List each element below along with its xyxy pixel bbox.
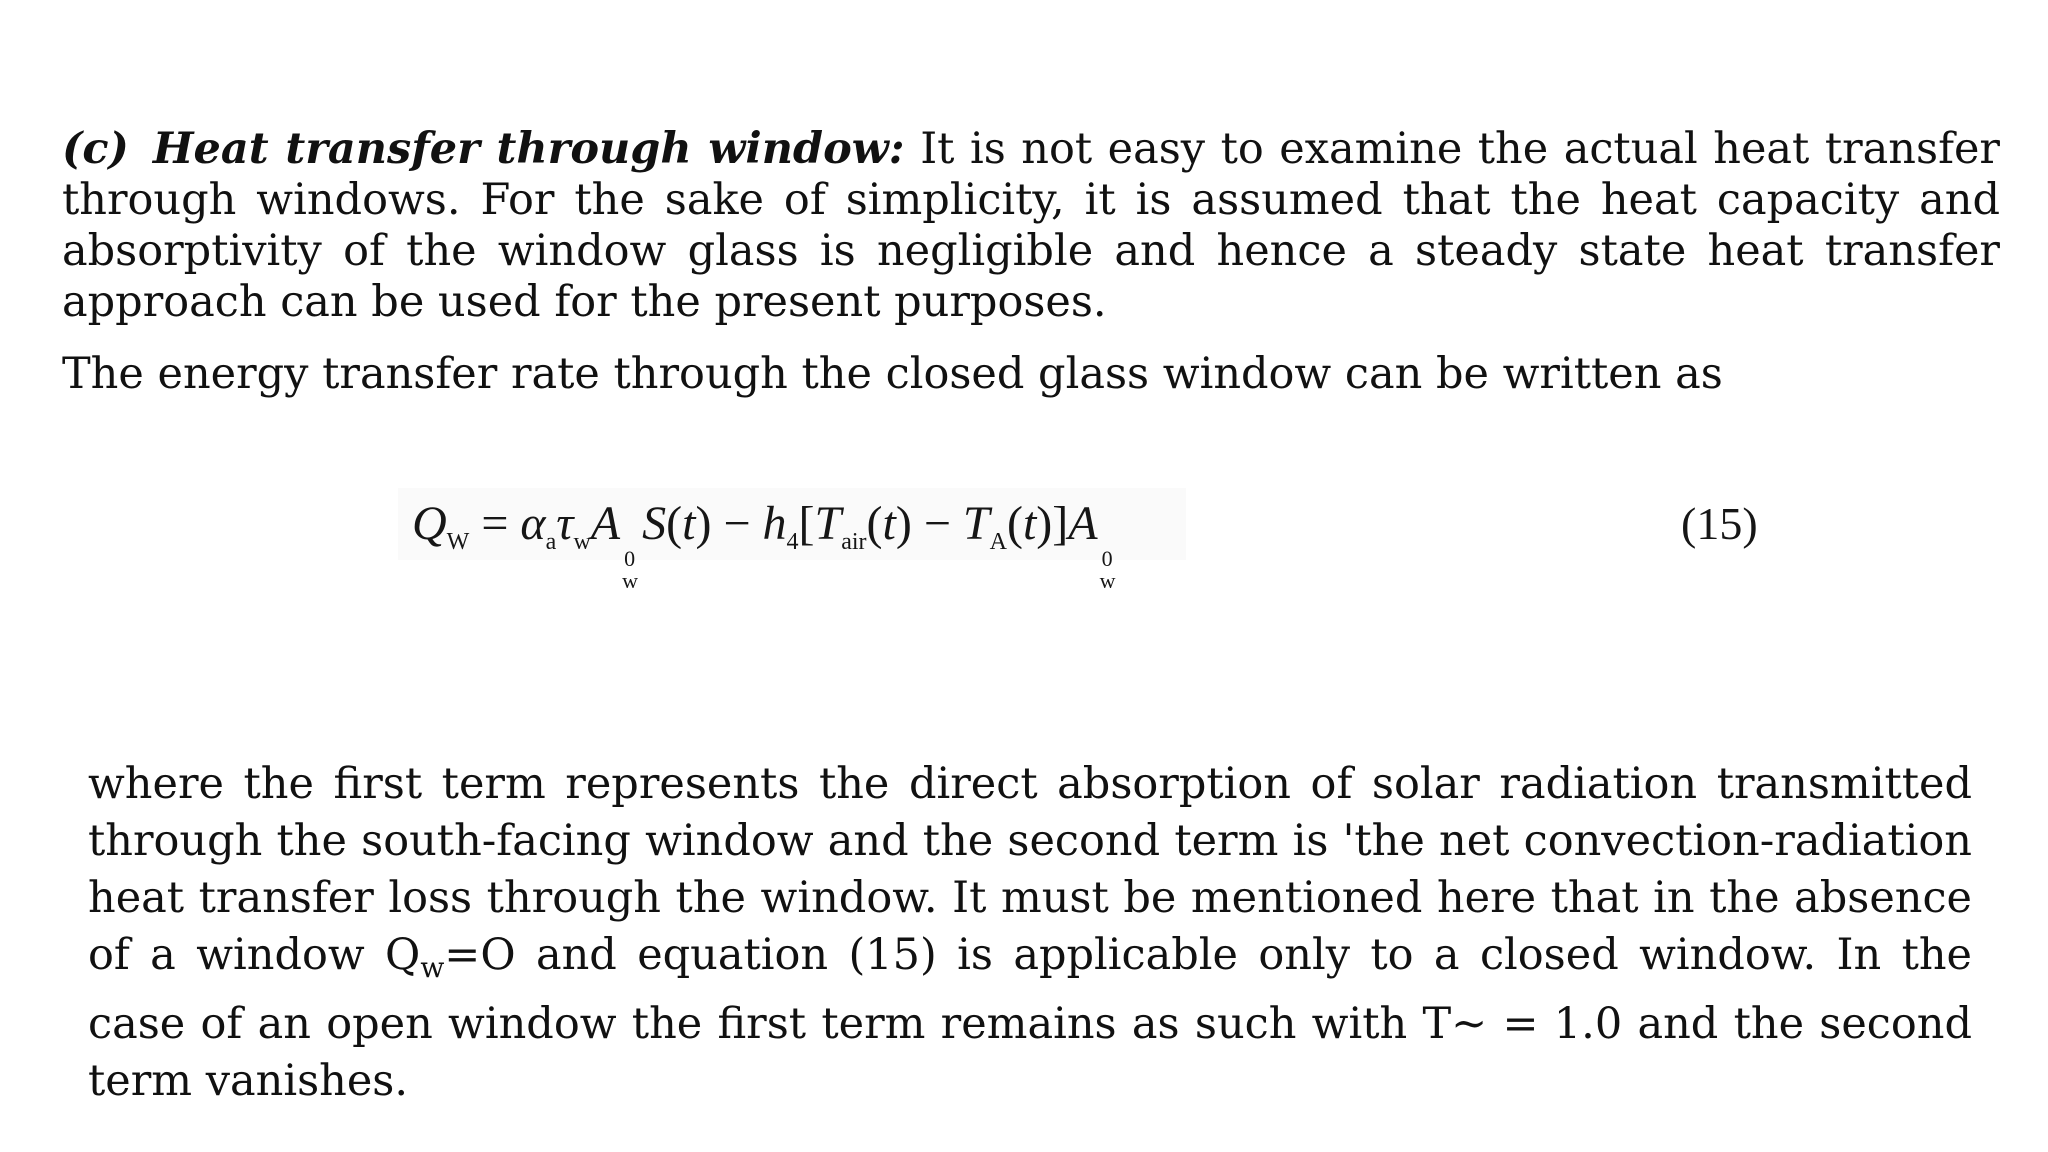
- paragraph-explanation: [88, 756, 1972, 1110]
- paragraph-explanation-part2: =O and equation (15) is applicable only to a closed window. In the case of an open window the first term remains as such with T~ = 1.0 and the second term vanishes.: [88, 930, 1973, 1106]
- paragraph-explanation-part1: where the first term represents the direct absorption of solar radiation transmitted through the south-facing window and the second term is 'the net convection-radiation heat transfer loss through the window. It must be mentioned here that in the absence of a window Q: [88, 759, 1972, 980]
- section-label: (c): [62, 124, 129, 174]
- equation-number: (15): [1681, 498, 1758, 549]
- equation-15-image: $Q_W = \alpha_a\tau_wA$ 0 w $S(t) - h_4[T_{air}(t) - T_A(t)]A$ 0 w: [398, 488, 1186, 560]
- q-subscript: w: [420, 951, 445, 984]
- section-heading: Heat transfer through window:: [152, 124, 905, 174]
- paragraph-intro: [62, 124, 2000, 328]
- paragraph-energy-transfer: The energy transfer rate through the closed glass window can be written as: [62, 349, 1723, 399]
- paragraph-intro-text: It is not easy to examine the actual heat transfer through windows. For the sake of simplicity, it is assumed that the heat capacity and absorptivity of the window glass is negligible and hence a steady state heat transfer approach can be used for the present purposes.: [62, 124, 2000, 327]
